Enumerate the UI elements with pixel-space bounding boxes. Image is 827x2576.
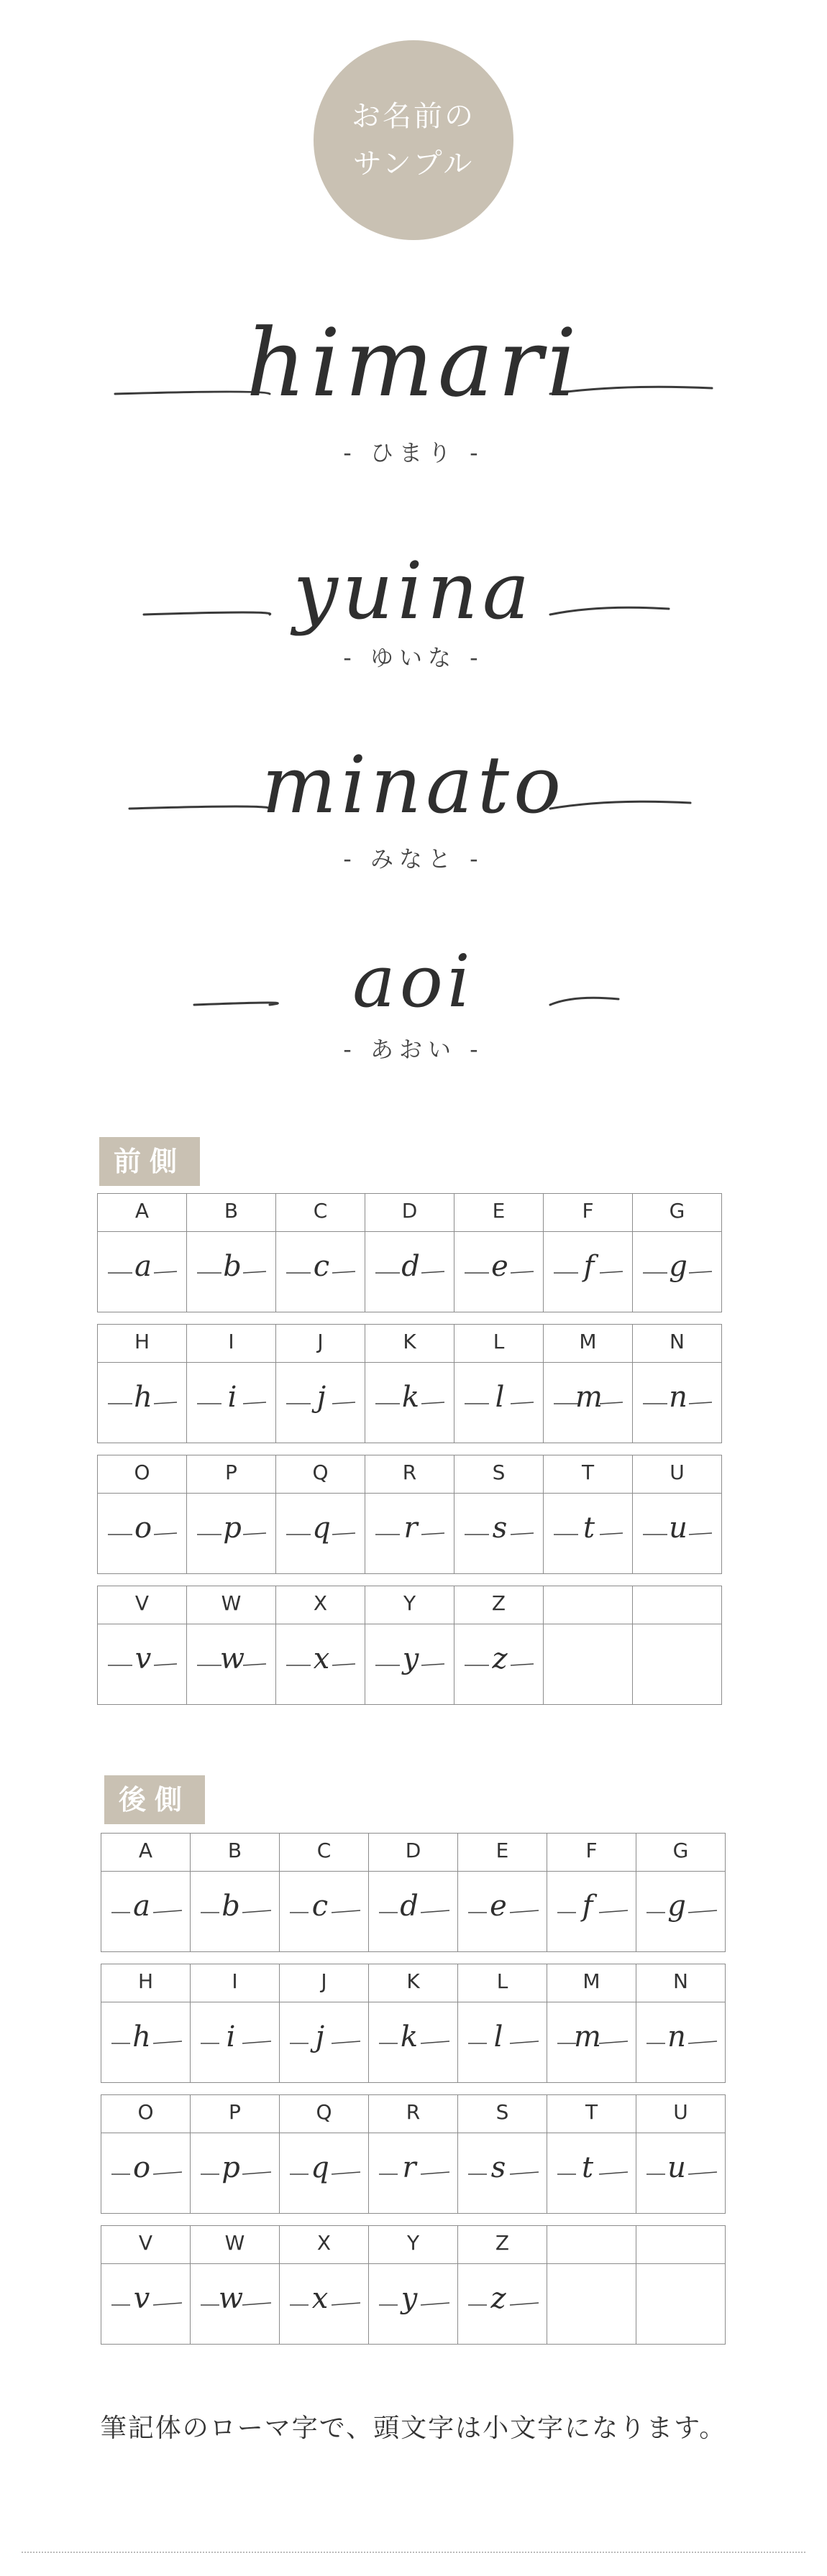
cursive-letter: w [218,2282,244,2315]
cursive-sample [454,1362,544,1444]
cursive-letter: m [575,1381,603,1414]
cursive-letter: t [581,2151,594,2184]
letter-cell-q [279,2094,369,2214]
letter-cell-j [275,1324,365,1443]
cell-letter-label: K [406,1969,420,1993]
cell-letter-label [544,1586,632,1621]
cell-letter-label: J [321,1969,327,1993]
letter-cell-q [275,1455,365,1574]
cell-letter-label: G [672,1839,689,1862]
bottom-divider [22,2552,805,2553]
cursive-letter: w [219,1642,245,1675]
sample-badge [314,40,513,240]
cursive-sample [633,1231,722,1313]
letter-cell-n [632,1324,722,1443]
cursive-letter: a [133,1890,150,1923]
cursive-sample [454,1231,544,1313]
cursive-letter: k [400,2020,419,2053]
cell-letter-label: I [232,1969,238,1993]
cell-divider [547,2263,636,2264]
cursive-sample [280,2002,369,2084]
name-reading: - ゆいな - [343,644,484,671]
cursive-sample [276,1362,365,1444]
cell-letter-label: T [581,1460,595,1484]
swash-stroke [201,2041,271,2043]
cursive-sample [101,2133,191,2214]
cell-letter-label: Q [312,1460,329,1484]
script-word: himari [246,308,581,418]
cursive-letter: i [227,1381,237,1414]
letter-cell-l [454,1324,544,1443]
cursive-letter: x [313,1642,330,1675]
letter-cell-h [101,1964,191,2083]
cell-letter-label: S [495,2100,509,2124]
cursive-letter: p [221,2151,240,2184]
empty-cell [547,2225,636,2345]
cursive-letter: u [667,2151,686,2184]
letter-cell-y [368,2225,458,2345]
letter-cell-m [543,1324,633,1443]
cursive-letter: y [402,1642,419,1675]
cursive-sample [187,1493,276,1575]
cursive-letter: x [311,2282,329,2315]
letter-cell-m [547,1964,636,2083]
cursive-letter: o [134,1512,152,1545]
cursive-letter: l [495,1381,505,1414]
letter-cell-h [97,1324,187,1443]
letter-cell-p [186,1455,276,1574]
letter-cell-i [186,1324,276,1443]
cell-letter-label: Y [403,1591,416,1615]
cell-letter-label: L [496,1969,508,1993]
cell-letter-label: U [670,1460,685,1484]
cell-letter-label: N [670,1330,685,1353]
letter-cell-b [186,1193,276,1312]
cursive-sample [458,1871,547,1953]
cell-letter-label: O [134,1460,150,1484]
cursive-letter: n [667,2020,686,2053]
cursive-sample [365,1231,454,1313]
letter-cell-o [97,1455,187,1574]
cursive-sample [365,1493,454,1575]
cursive-sample [369,2002,458,2084]
letter-cell-j [279,1964,369,2083]
letter-cell-s [454,1455,544,1574]
cursive-letter: q [312,1512,331,1545]
cursive-letter: z [492,1642,508,1675]
cursive-letter: b [223,1250,242,1283]
letter-cell-t [547,2094,636,2214]
cursive-sample [280,1871,369,1953]
letter-cell-v [101,2225,191,2345]
letter-cell-k [368,1964,458,2083]
cell-letter-label: P [229,2100,241,2124]
badge-line-1: お名前の [352,100,475,133]
cell-letter-label: A [138,1839,153,1862]
cell-letter-label: M [582,1969,600,1993]
cell-letter-label: R [406,2100,421,2124]
letter-cell-f [547,1833,636,1952]
cursive-letter: f [582,1890,593,1923]
cursive-letter: r [402,2151,416,2184]
letter-cell-z [457,2225,547,2345]
cursive-sample [636,2133,726,2214]
letter-grid [101,1833,725,2356]
letter-cell-a [101,1833,191,1952]
letter-cell-t [543,1455,633,1574]
cursive-sample [544,1362,633,1444]
cursive-sample [365,1362,454,1444]
letter-cell-w [186,1586,276,1705]
cursive-letter: h [134,1381,152,1414]
cursive-letter: z [490,2282,506,2315]
cell-letter-label: X [316,2231,332,2255]
script-word: minato [261,740,566,831]
cursive-letter: g [669,1250,687,1283]
cell-letter-label: B [227,1839,242,1862]
cursive-letter: r [403,1512,418,1545]
cell-letter-label: E [495,1839,509,1862]
cell-letter-label: T [585,2100,598,2124]
cell-letter-label: W [221,1591,242,1615]
letter-cell-l [457,1964,547,2083]
letter-cell-r [365,1455,454,1574]
cell-letter-label: I [228,1330,234,1353]
cursive-sample [633,1362,722,1444]
cursive-sample [547,2133,636,2214]
cell-letter-label: S [492,1460,506,1484]
letter-cell-u [636,2094,726,2214]
cursive-letter: k [401,1381,420,1414]
letter-cell-d [365,1193,454,1312]
cursive-sample [458,2263,547,2345]
cell-letter-label: J [317,1330,324,1353]
section-label-front: 前側 [99,1137,200,1186]
cursive-sample [187,1624,276,1706]
cursive-sample [276,1231,365,1313]
letter-cell-i [190,1964,280,2083]
cursive-sample [458,2133,547,2214]
letter-cell-w [190,2225,280,2345]
letter-cell-o [101,2094,191,2214]
cell-letter-label: H [137,1969,154,1993]
cell-letter-label: M [579,1330,597,1353]
cursive-letter: h [132,2020,151,2053]
cell-letter-label: Z [495,2231,510,2255]
script-name-graphic [0,288,827,431]
cursive-sample [365,1624,454,1706]
cursive-letter: v [134,1642,152,1675]
empty-cell [632,1586,722,1705]
cursive-sample [280,2133,369,2214]
cell-divider [636,2263,725,2264]
cursive-sample [280,2263,369,2345]
cursive-sample [191,1871,280,1953]
letter-cell-a [97,1193,187,1312]
cursive-sample [544,1231,633,1313]
cell-letter-label: O [137,2100,154,2124]
cell-letter-label: D [405,1839,421,1862]
cursive-sample [101,2002,191,2084]
cursive-sample [187,1231,276,1313]
cell-letter-label: C [313,1199,328,1223]
cell-letter-label: N [673,1969,688,1993]
cursive-letter: p [223,1512,242,1545]
letter-cell-s [457,2094,547,2214]
cursive-sample [98,1624,187,1706]
cursive-letter: s [490,2151,506,2184]
cursive-letter: n [669,1381,687,1414]
cursive-sample [454,1493,544,1575]
cursive-letter: d [401,1250,420,1283]
name-reading: - みなと - [343,845,484,873]
letter-cell-d [368,1833,458,1952]
script-name-graphic [0,949,827,1092]
cursive-letter: l [493,2020,503,2053]
cell-letter-label: R [402,1460,417,1484]
letter-cell-x [275,1586,365,1705]
cursive-sample [98,1493,187,1575]
letter-cell-y [365,1586,454,1705]
cursive-letter: y [401,2282,418,2315]
cursive-sample [547,2002,636,2084]
letter-cell-f [543,1193,633,1312]
cursive-letter: q [311,2151,329,2184]
cell-letter-label: U [673,2100,688,2124]
cell-letter-label: V [134,1591,150,1615]
cell-letter-label: F [582,1199,594,1223]
cell-letter-label: W [224,2231,245,2255]
cursive-sample [191,2263,280,2345]
cursive-sample [191,2133,280,2214]
cell-letter-label: L [493,1330,505,1353]
cursive-sample [276,1624,365,1706]
cursive-sample [369,2263,458,2345]
cell-letter-label: C [316,1839,332,1862]
letter-cell-k [365,1324,454,1443]
letter-cell-z [454,1586,544,1705]
cursive-letter: b [221,1890,240,1923]
letter-grid [97,1193,721,1716]
cursive-sample [101,2263,191,2345]
cursive-sample [101,1871,191,1953]
script-word: yuina [293,546,534,637]
script-word: aoi [352,949,475,1024]
letter-cell-n [636,1964,726,2083]
cell-letter-label: X [313,1591,328,1615]
cursive-sample [454,1624,544,1706]
cursive-sample [98,1362,187,1444]
cursive-sample [187,1362,276,1444]
cursive-letter: g [667,1890,686,1923]
cursive-sample [276,1493,365,1575]
empty-cell [543,1586,633,1705]
cell-letter-label [633,1586,721,1621]
empty-cell [636,2225,726,2345]
cursive-letter: e [490,1890,507,1923]
cursive-sample [191,2002,280,2084]
cursive-letter: j [316,1381,326,1414]
letter-cell-c [279,1833,369,1952]
letter-cell-e [457,1833,547,1952]
cell-letter-label: V [138,2231,153,2255]
cursive-letter: s [492,1512,508,1545]
cell-letter-label: Y [406,2231,420,2255]
cursive-letter: e [491,1250,508,1283]
letter-cell-g [636,1833,726,1952]
cursive-letter: c [313,1250,330,1283]
cursive-sample [369,1871,458,1953]
cell-letter-label: D [401,1199,418,1223]
letter-cell-g [632,1193,722,1312]
badge-line-2: サンプル [352,147,475,180]
cursive-letter: d [400,1890,419,1923]
cursive-sample [633,1493,722,1575]
cell-letter-label: P [225,1460,237,1484]
cursive-sample [544,1493,633,1575]
letter-cell-b [190,1833,280,1952]
letter-cell-c [275,1193,365,1312]
cursive-letter: m [574,2020,601,2053]
cursive-letter: t [582,1512,595,1545]
letter-cell-u [632,1455,722,1574]
cursive-sample [636,2002,726,2084]
cell-letter-label: Z [491,1591,506,1615]
cell-letter-label: G [669,1199,685,1223]
cursive-letter: j [315,2020,325,2053]
cell-letter-label: F [585,1839,598,1862]
cell-letter-label: E [492,1199,506,1223]
letter-cell-p [190,2094,280,2214]
footer-note: 筆記体のローマ字で、頭文字は小文字になります。 [100,2414,727,2443]
name-reading: - ひまり - [343,439,484,466]
cursive-sample [547,1871,636,1953]
cursive-sample [98,1231,187,1313]
cursive-letter: u [669,1512,687,1545]
letter-cell-v [97,1586,187,1705]
cell-letter-label: B [224,1199,239,1223]
cursive-sample [458,2002,547,2084]
cell-letter-label: A [134,1199,150,1223]
section-label-back: 後側 [104,1775,205,1824]
swash-stroke [290,2041,360,2043]
cell-letter-label: H [134,1330,150,1353]
name-reading: - あおい - [343,1036,484,1063]
cursive-letter: i [226,2020,236,2053]
letter-cell-r [368,2094,458,2214]
cell-letter-label [636,2226,725,2260]
cursive-letter: o [132,2151,151,2184]
cell-letter-label: Q [316,2100,332,2124]
cell-letter-label [547,2226,636,2260]
cursive-letter: a [134,1250,152,1283]
letter-cell-x [279,2225,369,2345]
cursive-letter: f [583,1250,595,1283]
cursive-sample [636,1871,726,1953]
cursive-letter: c [311,1890,329,1923]
swash-stroke [468,2041,539,2043]
cursive-letter: v [133,2282,150,2315]
cell-letter-label: K [403,1330,416,1353]
letter-cell-e [454,1193,544,1312]
cursive-sample [369,2133,458,2214]
